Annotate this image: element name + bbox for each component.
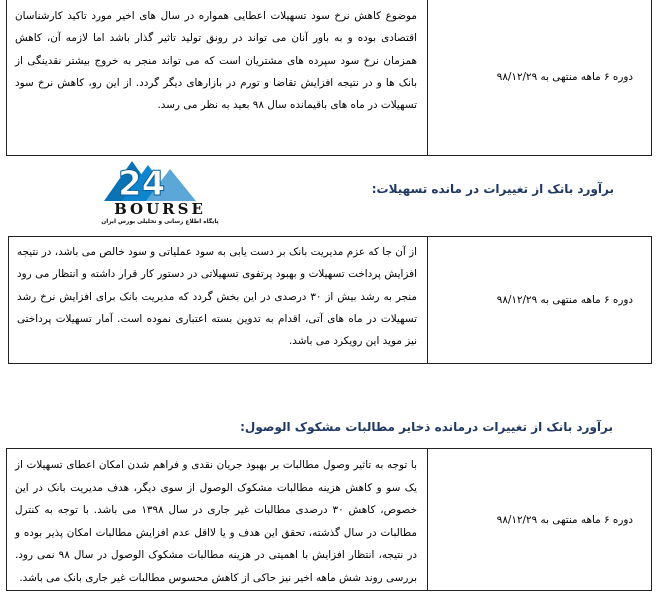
svg-text:24: 24 xyxy=(118,164,166,204)
section1-table xyxy=(6,0,652,156)
logo-brand: BOURSE xyxy=(114,200,206,218)
section2-description: از آن جا که عزم مدیریت بانک بر دست یابی به سود عملیاتی و سود خالص می باشد، در نتیجه افزایش پرداخت تسهیلات و بهبود پرتفوی تسهیلاتی در دستور کار قرار داشته و انتظار می رود منجر به رشد بیش از ۳۰ درصدی در این بخش گردد که مدیریت بانک برای افزایش نرخ رشد تسهیلات در ماه های آتی، اقدام به تدوین بسته اعتباری نموده است. آمار تسهیلات پرداختی نیز موید این رویکرد می باشد. xyxy=(9,237,428,363)
section3-period-cell xyxy=(428,449,651,590)
section3-period: دوره ۶ ماهه منتهی به ۹۸/۱۲/۲۹ xyxy=(496,513,633,526)
section2-heading: برآورد بانک از تغییرات در مانده تسهیلات: xyxy=(371,182,614,196)
logo-tagline: پایگاه اطلاع رسانی و تحلیلی بورس ایران xyxy=(101,219,219,225)
bourse-logo xyxy=(74,155,246,225)
section2-table xyxy=(8,236,652,364)
section3-heading: برآورد بانک از تغییرات درمانده ذخایر مطالبات مشکوک الوصول: xyxy=(240,420,613,434)
section2-period: دوره ۶ ماهه منتهی به ۹۸/۱۲/۲۹ xyxy=(496,294,633,306)
section3-description: با توجه به تاثیر وصول مطالبات بر بهبود جریان نقدی و فراهم شدن امکان اعطای تسهیلات از یک سو و کاهش هزینه مطالبات مشکوک الوصول از سوی دیگر، هدف مدیریت بانک در این خصوص، کاهش ۳۰ درصدی مطالبات غیر جاری در سال ۱۳۹۸ می باشد. با توجه به کنترل مطالبات در سال گذشته، تحقق این هدف و یا لااقل عدم افزایش مطالبات امکان پذیر بوده و در نتیجه، انتظار افزایش با اهمیتی در هزینه مطالبات مشکوک الوصول در سال ۹۸ نمی رود. بررسی روند شش ماهه اخیر نیز حاکی از کاهش محسوس مطالبات غیر جاری بانک می باشد. xyxy=(7,449,428,590)
section1-description: موضوع کاهش نرخ سود تسهیلات اعطایی همواره در سال های اخیر مورد تاکید کارشناسان اقتصادی بوده و به باور آنان می تواند در رونق تولید تاثیر گذار باشد اما لازمه آن، کاهش همزمان نرخ سود سپرده های مشتریان است که می تواند منجر به خروج بیشتر نقدینگی از بانک ها و در نتیجه افزایش تقاضا و تورم در بازارهای دیگر گردد. از این رو، کاهش نرخ سود تسهیلات در ماه های باقیمانده سال ۹۸ بعید به نظر می رسد. xyxy=(7,0,428,155)
section2-period-cell xyxy=(428,237,651,363)
section1-period-cell xyxy=(428,0,651,155)
section1-period: دوره ۶ ماهه منتهی به ۹۸/۱۲/۲۹ xyxy=(496,71,633,83)
section3-table xyxy=(6,448,652,591)
